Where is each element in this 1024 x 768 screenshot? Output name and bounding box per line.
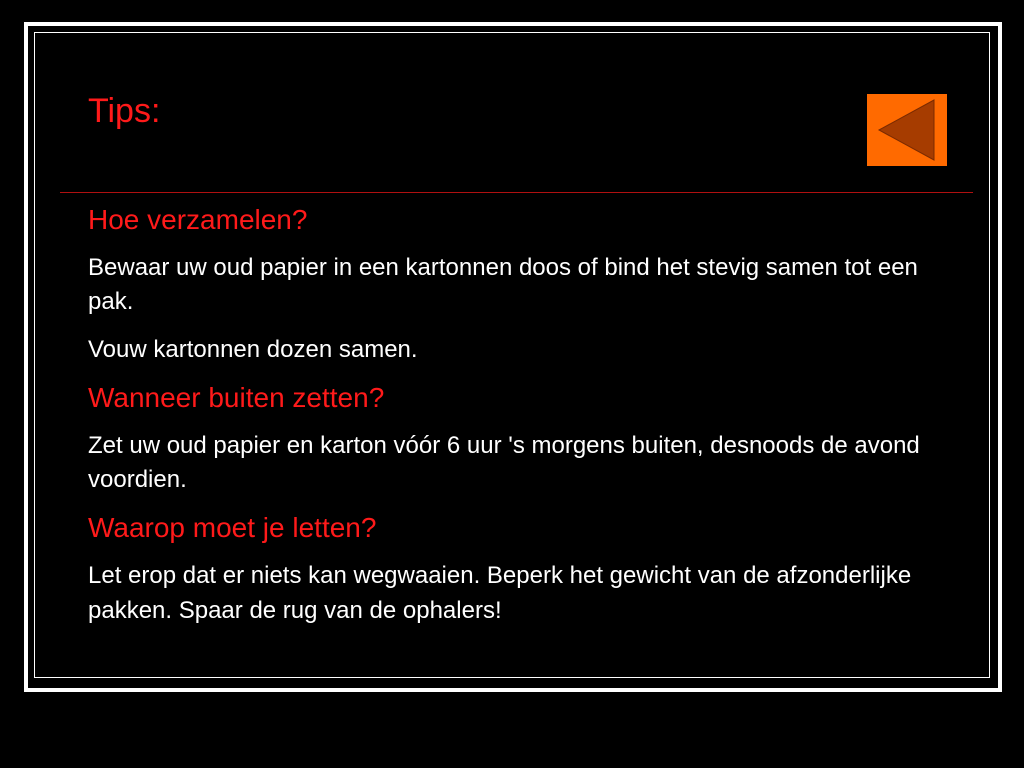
left-triangle-icon (867, 94, 947, 166)
section-paragraph: Zet uw oud papier en karton vóór 6 uur 's morgens buiten, desnoods de avond voordien. (88, 431, 920, 494)
section-heading: Hoe verzamelen? (88, 204, 308, 235)
section-paragraph: Bewaar uw oud papier in een kartonnen doos of bind het stevig samen tot een pak. (88, 253, 918, 316)
section-heading: Wanneer buiten zetten? (88, 381, 385, 413)
title-divider (60, 192, 973, 193)
section-heading: Waarop moet je letten? (88, 512, 377, 544)
section-paragraph: Vouw kartonnen dozen samen. (88, 336, 418, 364)
section-collect (88, 203, 948, 368)
slide-title: Tips: (88, 92, 161, 130)
back-button[interactable] (867, 94, 947, 166)
slide-content (88, 203, 948, 641)
section-paragraph: Let erop dat er niets kan wegwaaien. Beperk het gewicht van de afzonderlijke pakken. Spaar de rug van de ophalers! (88, 561, 912, 624)
section-attention (88, 511, 948, 628)
section-when (88, 381, 948, 498)
